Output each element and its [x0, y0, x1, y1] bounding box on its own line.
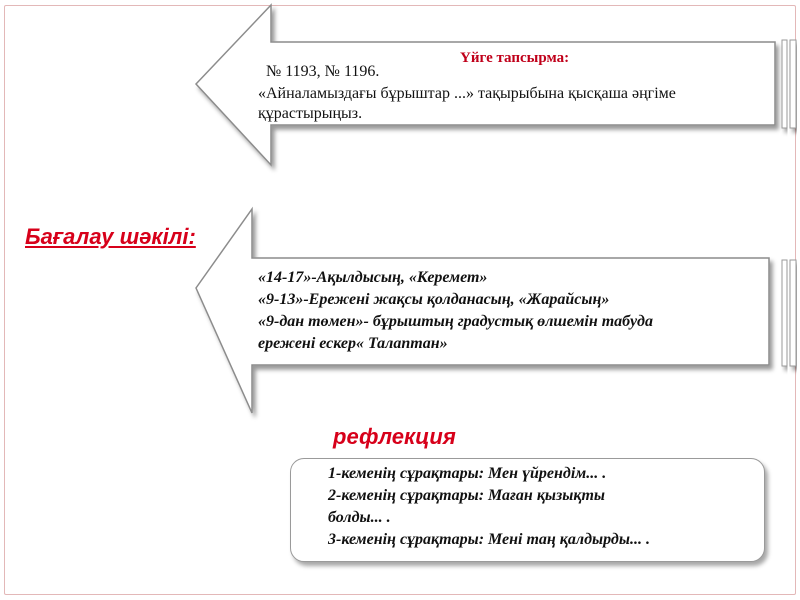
homework-numbers: № 1193, № 1196. — [266, 63, 380, 80]
reflection-line: 1-кеменің сұрақтары: Мен үйрендім... . — [328, 465, 607, 482]
grading-line: «9-13»-Ережені жақсы қолданасың, «Жарайсың» — [258, 291, 610, 308]
reflection-line: 2-кеменің сұрақтары: Маған қызықты — [328, 487, 606, 504]
grading-line: «9-дан төмен»- бұрыштың градустық өлшемін табуда — [258, 313, 653, 330]
arrow-edge-stripes — [782, 40, 796, 366]
grading-title: Бағалау шәкілі: — [25, 224, 196, 249]
grading-line: ережені ескер« Талаптан» — [258, 335, 448, 352]
reflection-questions — [328, 463, 748, 551]
homework-task: «Айналамыздағы бұрыштар ...» тақырыбына қысқаша әңгіме құрастырыңыз. — [258, 85, 676, 122]
reflection-title: рефлекция — [333, 424, 456, 449]
grading-criteria — [258, 267, 768, 355]
grading-line: «14-17»-Ақылдысың, «Керемет» — [258, 269, 488, 286]
homework-title: Үйге тапсырма: — [460, 50, 570, 66]
reflection-line: 3-кеменің сұрақтары: Мені таң қалдырды... . — [328, 531, 650, 548]
reflection-line: болды... . — [328, 509, 391, 526]
